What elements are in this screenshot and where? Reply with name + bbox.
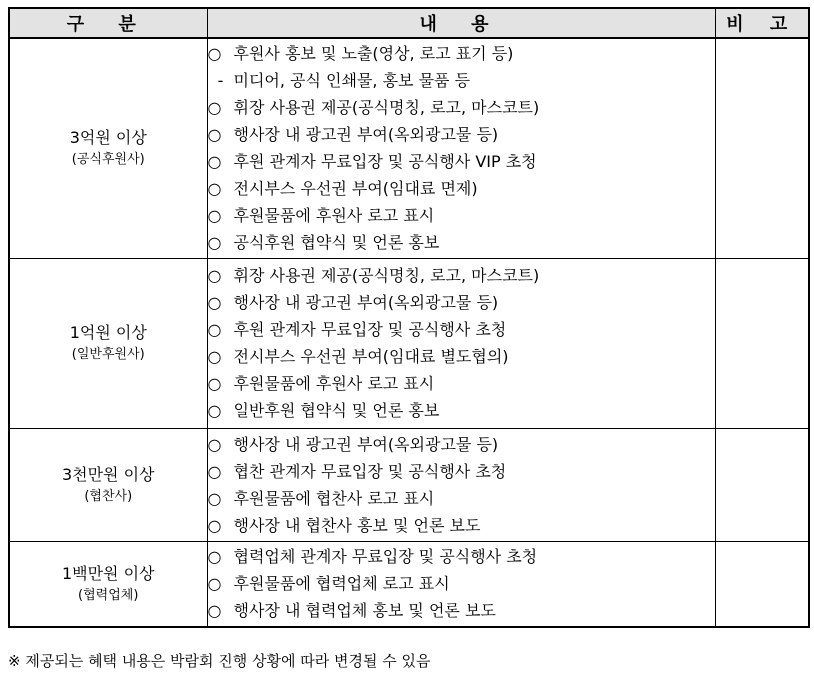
circle-bullet-icon: ○ [207,434,222,454]
circle-bullet-icon: ○ [207,401,222,420]
list-item [208,148,715,175]
benefit-text: 일반후원 협약식 및 언론 홍보 [233,401,440,420]
table-header-row [9,8,809,38]
benefit-text: 공식후원 협약식 및 언론 홍보 [233,233,440,253]
note-cell [715,541,809,627]
benefit-text: 전시부스 우선권 부여(임대료 면제) [233,179,478,199]
circle-bullet-icon: ○ [207,233,222,253]
list-item [208,94,715,121]
list-item [208,202,715,229]
circle-bullet-icon: ○ [207,179,222,199]
benefit-text: 휘장 사용권 제공(공식명칭, 로고, 마스코트) [233,98,540,118]
header-category: 구 분 [9,8,207,38]
category-sublabel: (협력업체) [78,587,139,603]
list-item [208,289,715,316]
list-item [208,485,715,512]
benefit-text: 후원물품에 후원사 로고 표시 [233,206,435,226]
note-cell [715,428,809,541]
list-item [208,570,715,597]
category-cell [9,541,207,627]
benefit-text: 전시부스 우선권 부여(임대료 별도협의) [233,347,509,366]
circle-bullet-icon: ○ [207,98,222,118]
category-label: 1백만원 이상 [61,563,155,583]
circle-bullet-icon: ○ [207,347,222,366]
circle-bullet-icon: ○ [207,374,222,393]
benefit-text: 행사장 내 광고권 부여(옥외광고물 등) [233,125,499,145]
benefit-text: 행사장 내 협력업체 홍보 및 언론 보도 [233,601,496,621]
circle-bullet-icon: ○ [207,320,222,339]
footnote: ※ 제공되는 혜택 내용은 박람회 진행 상황에 따라 변경될 수 있음 [8,652,431,670]
benefit-list [208,262,715,424]
list-item [208,229,715,256]
list-item [208,40,715,67]
list-item [208,67,715,94]
circle-bullet-icon: ○ [207,293,222,312]
category-sublabel: (협찬사) [84,488,133,504]
benefit-text: 후원 관계자 무료입장 및 공식행사 초청 [233,320,507,339]
dash-marker: - [217,71,224,91]
circle-bullet-icon: ○ [207,206,222,226]
benefit-text: 후원사 홍보 및 노출(영상, 로고 표기 등) [233,44,514,64]
note-cell [715,38,809,258]
benefit-text: 휘장 사용권 제공(공식명칭, 로고, 마스코트) [233,266,540,285]
benefits-table [8,7,810,628]
header-note: 비 고 [715,8,809,38]
list-item [208,175,715,202]
circle-bullet-icon: ○ [207,574,222,594]
table-body [9,38,809,627]
category-cell [9,258,207,428]
category-label: 3억원 이상 [69,128,147,148]
list-item [208,397,715,424]
benefit-list [208,431,715,539]
circle-bullet-icon: ○ [207,461,222,481]
category-cell [9,428,207,541]
content-cell [207,428,715,541]
header-content: 내 용 [207,8,715,38]
table-row [9,258,809,428]
benefit-list [208,40,715,256]
table-row [9,38,809,258]
list-item [208,512,715,539]
benefit-text: 후원물품에 협력업체 로고 표시 [233,574,450,594]
category-label: 3천만원 이상 [61,464,155,484]
circle-bullet-icon: ○ [207,266,222,285]
content-cell [207,38,715,258]
category-label: 1억원 이상 [69,323,147,342]
benefit-text: 협찬 관계자 무료입장 및 공식행사 초청 [233,461,507,481]
benefit-text: 후원물품에 협찬사 로고 표시 [233,488,435,508]
list-item [208,121,715,148]
list-item [208,262,715,289]
list-item [208,543,715,570]
table-row [9,541,809,627]
benefit-text: 행사장 내 광고권 부여(옥외광고물 등) [233,293,499,312]
content-cell [207,258,715,428]
list-item [208,458,715,485]
list-item [208,370,715,397]
note-cell [715,258,809,428]
category-sublabel: (일반후원사) [71,347,145,362]
benefit-text: 미디어, 공식 인쇄물, 홍보 물품 등 [233,71,471,91]
benefit-text: 행사장 내 협찬사 홍보 및 언론 보도 [233,515,481,535]
benefit-list [208,543,715,624]
circle-bullet-icon: ○ [207,515,222,535]
list-item [208,343,715,370]
benefit-text: 후원물품에 후원사 로고 표시 [233,374,435,393]
list-item [208,431,715,458]
list-item [208,316,715,343]
circle-bullet-icon: ○ [207,601,222,621]
category-cell [9,38,207,258]
benefits-table-wrapper [8,7,808,628]
circle-bullet-icon: ○ [207,547,222,567]
circle-bullet-icon: ○ [207,488,222,508]
list-item [208,597,715,624]
circle-bullet-icon: ○ [207,152,222,172]
benefit-text: 후원 관계자 무료입장 및 공식행사 VIP 초청 [233,152,537,172]
content-cell [207,541,715,627]
benefit-text: 협력업체 관계자 무료입장 및 공식행사 초청 [233,547,538,567]
circle-bullet-icon: ○ [207,44,222,64]
circle-bullet-icon: ○ [207,125,222,145]
benefit-text: 행사장 내 광고권 부여(옥외광고물 등) [233,434,499,454]
category-sublabel: (공식후원사) [71,152,145,168]
table-row [9,428,809,541]
